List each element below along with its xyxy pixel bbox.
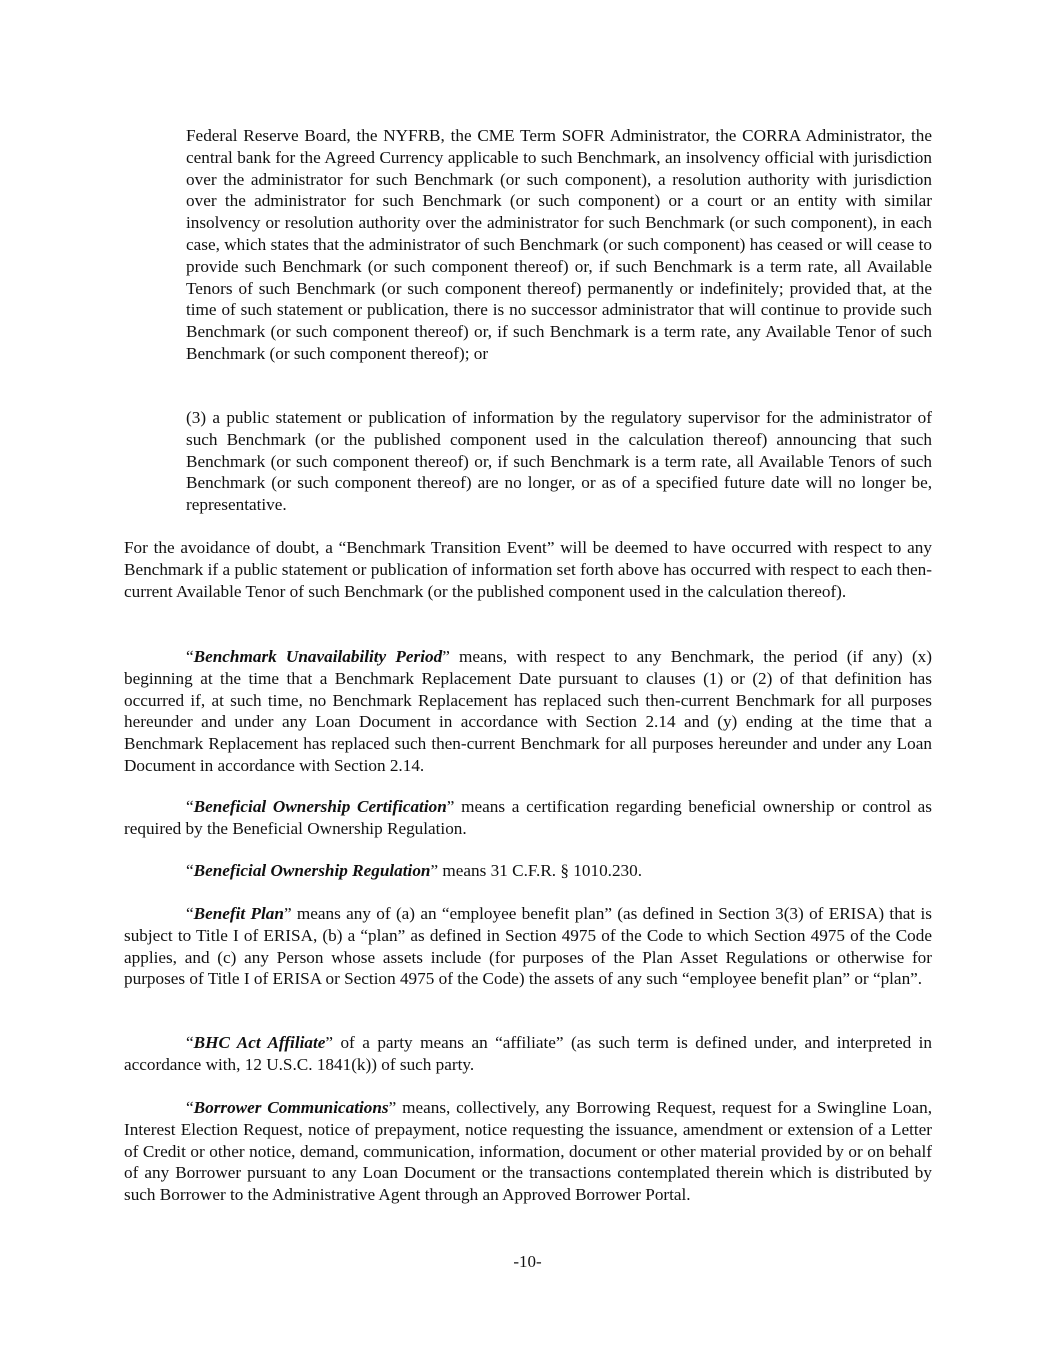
open-quote: “ (186, 1033, 194, 1052)
open-quote: “ (186, 904, 194, 923)
defined-term: BHC Act Affiliate (193, 1033, 326, 1052)
defined-term: Benchmark Unavailability Period (193, 647, 443, 666)
definition-text: ” means, collectively, any Borrowing Request, request for a Swingline Loan, Interest Election Request, notice of prepayment, notice requesting the issuance, amendment or extension of a Letter of Credit or other notice, demand, communication, information, document or other material provided by or on behalf of any Borrower pursuant to any Loan Document or the transactions contemplated therein which is distributed by such Borrower to the Administrative Agent through an Approved Borrower Portal. (124, 1098, 932, 1205)
paragraph-avoidance-of-doubt: For the avoidance of doubt, a “Benchmark Transition Event” will be deemed to have occurred with respect to any Benchmark if a public statement or publication of information set forth above has occurred with respect to each then-current Available Tenor of such Benchmark (or the published component used in the calculation thereof). (124, 538, 932, 601)
paragraph-clause-3: (3) a public statement or publication of information by the regulatory supervisor for the administrator of such Benchmark (or the published component used in the calculation thereof) announcing that such Benchmark (or such component thereof) or, if such Benchmark is a term rate, all Available Tenors of such Benchmark (or such component thereof) are no longer, or as of a specified future date will no longer be, representative. (186, 408, 932, 515)
open-quote: “ (186, 797, 194, 816)
definition-beneficial-ownership-certification (124, 796, 932, 840)
definition-bhc-act-affiliate (124, 1032, 932, 1076)
definition-beneficial-ownership-regulation (124, 860, 932, 882)
definition-text: ” means 31 C.F.R. § 1010.230. (430, 861, 643, 880)
defined-term: Beneficial Ownership Certification (193, 797, 447, 816)
page-number: -10- (513, 1252, 542, 1271)
definition-text: ” of a party means an “affiliate” (as such term is defined under, and interpreted in accordance with, 12 U.S.C. 1841(k)) of such party. (124, 1033, 933, 1074)
defined-term: Beneficial Ownership Regulation (193, 861, 431, 880)
definition-benchmark-unavailability-period (124, 646, 932, 777)
defined-term: Borrower Communications (193, 1098, 389, 1117)
paragraph-benchmark-transition-continued: Federal Reserve Board, the NYFRB, the CME Term SOFR Administrator, the CORRA Administrator, the central bank for the Agreed Currency applicable to such Benchmark, an insolvency official with jurisdiction over the administrator for such Benchmark (or such component), a resolution authority with jurisdiction over the administrator for such Benchmark (or such component) or a court or an entity with similar insolvency or resolution authority over the administrator for such Benchmark (or such component), in each case, which states that the administrator of such Benchmark (or such component) has ceased or will cease to provide such Benchmark (or such component thereof) or, if such Benchmark is a term rate, all Available Tenors of such Benchmark (or such component thereof) permanently or indefinitely; provided that, at the time of such statement or publication, there is no successor administrator that will continue to provide such Benchmark (or such component thereof) or, if such Benchmark is a term rate, any Available Tenor of such Benchmark (or such component thereof); or (186, 126, 932, 363)
defined-term: Benefit Plan (193, 904, 284, 923)
open-quote: “ (186, 647, 194, 666)
definition-text: ” means, with respect to any Benchmark, the period (if any) (x) beginning at the time that a Benchmark Replacement Date pursuant to clauses (1) or (2) of that definition has occurred if, at such time, no Benchmark Replacement has replaced such then-current Benchmark for all purposes hereunder and under any Loan Document in accordance with Section 2.14 and (y) ending at the time that a Benchmark Replacement has replaced such then-current Benchmark for all purposes hereunder and under any Loan Document in accordance with Section 2.14. (124, 647, 932, 775)
definition-borrower-communications (124, 1097, 932, 1206)
definition-text: ” means any of (a) an “employee benefit plan” (as defined in Section 3(3) of ERISA) that is subject to Title I of ERISA, (b) a “plan” as defined in Section 4975 of the Code to which Section 4975 of the Code applies, and (c) any Person whose assets include (for purposes of the Plan Asset Regulations or otherwise for purposes of Title I of ERISA or Section 4975 of the Code) the assets of any such “employee benefit plan” or “plan”. (124, 904, 932, 989)
definition-text: ” means a certification regarding beneficial ownership or control as required by the Beneficial Ownership Regulation. (124, 797, 932, 838)
definition-benefit-plan (124, 903, 932, 990)
open-quote: “ (186, 861, 194, 880)
open-quote: “ (186, 1098, 194, 1117)
